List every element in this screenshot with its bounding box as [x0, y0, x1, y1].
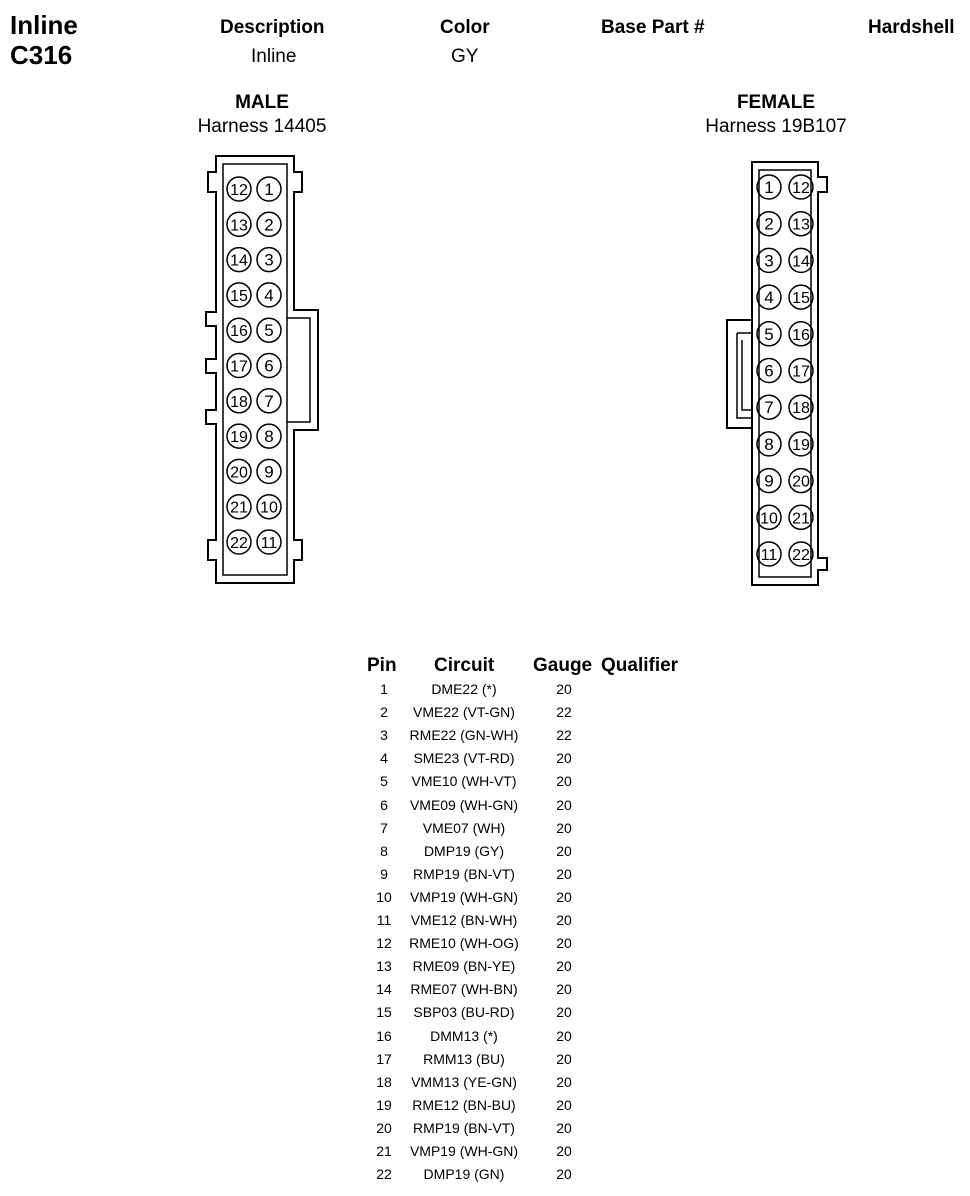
- cell-pin: 16: [376, 1027, 392, 1044]
- cell-circuit: DME22 (*): [431, 681, 497, 697]
- male-pin-17-label: 17: [230, 358, 248, 376]
- male-pin-14-label: 14: [230, 252, 248, 270]
- cell-circuit: DMP19 (GY): [423, 842, 505, 859]
- male-pin-12-label: 12: [230, 182, 248, 199]
- header-qualifier: Qualifier: [601, 655, 679, 676]
- male-pin-16-label: 16: [230, 323, 248, 341]
- female-pin-12-label: 12: [792, 180, 810, 197]
- color-label: Color: [440, 17, 490, 38]
- male-pin-21-label: 21: [230, 499, 248, 517]
- female-pin-grid: [757, 175, 813, 566]
- cell-gauge: 20: [556, 1027, 572, 1044]
- cell-pin: 11: [376, 912, 392, 928]
- cell-gauge: 20: [556, 958, 572, 975]
- cell-pin: 17: [376, 1050, 392, 1067]
- cell-gauge: 20: [556, 681, 572, 697]
- cell-gauge: 20: [556, 1004, 572, 1021]
- cell-pin: 5: [380, 773, 388, 790]
- cell-circuit: RME09 (BN-YE): [412, 958, 516, 975]
- cell-gauge: 20: [556, 1073, 572, 1090]
- female-pin-11-label: 11: [760, 547, 778, 564]
- cell-gauge: 20: [556, 842, 572, 859]
- cell-gauge: 20: [556, 1050, 572, 1067]
- male-pin-18-label: 18: [230, 393, 248, 411]
- cell-gauge: 22: [556, 704, 572, 721]
- male-pin-1-label: 1: [264, 180, 274, 199]
- hardshell-label: Hardshell: [868, 17, 955, 38]
- cell-pin: 2: [380, 704, 388, 721]
- female-pin-18-label: 18: [792, 400, 810, 418]
- female-pin-21-label: 21: [792, 510, 810, 528]
- cell-pin: 12: [376, 935, 392, 952]
- female-pin-22-label: 22: [792, 547, 810, 564]
- male-pin-10-label: 10: [260, 499, 278, 517]
- cell-circuit: RMM13 (BU): [423, 1050, 505, 1067]
- cell-gauge: 20: [556, 935, 572, 952]
- male-pin-15-label: 15: [230, 287, 248, 305]
- cell-circuit: SME23 (VT-RD): [413, 750, 515, 767]
- female-pin-14-label: 14: [792, 253, 810, 271]
- female-pin-2-label: 2: [764, 214, 774, 234]
- male-pin-6-label: 6: [264, 356, 274, 376]
- female-pin-10-label: 10: [760, 510, 778, 528]
- cell-pin: 8: [380, 842, 388, 859]
- female-pin-5-label: 5: [764, 324, 774, 344]
- female-pin-13-label: 13: [792, 216, 810, 234]
- female-harness: Harness 19B107: [705, 116, 847, 137]
- cell-pin: 21: [376, 1143, 392, 1159]
- cell-circuit: VMP19 (WH-GN): [409, 888, 519, 905]
- base-part-label: Base Part #: [601, 17, 705, 38]
- color-value: GY: [451, 46, 479, 67]
- cell-pin: 7: [380, 819, 388, 836]
- cell-pin: 13: [376, 958, 392, 975]
- description-label: Description: [220, 17, 325, 38]
- female-pin-7-label: 7: [764, 398, 774, 418]
- female-pin-8-label: 8: [764, 434, 774, 454]
- male-pin-9-label: 9: [264, 462, 274, 482]
- female-pin-6-label: 6: [764, 361, 774, 381]
- female-pin-16-label: 16: [792, 326, 810, 344]
- cell-gauge: 20: [556, 819, 572, 836]
- cell-gauge: 20: [556, 912, 572, 928]
- cell-pin: 18: [376, 1073, 392, 1090]
- cell-circuit: DMM13 (*): [430, 1027, 498, 1044]
- cell-circuit: RMP19 (BN-VT): [413, 1119, 515, 1136]
- male-pin-7-label: 7: [264, 391, 274, 411]
- header-pin: Pin: [367, 655, 397, 676]
- cell-circuit: RME12 (BN-BU): [412, 1096, 516, 1113]
- cell-circuit: VME12 (BN-WH): [410, 912, 518, 928]
- male-pin-20-label: 20: [230, 464, 248, 482]
- male-title: MALE: [235, 92, 289, 113]
- header-gauge: Gauge: [533, 655, 593, 676]
- female-pin-9-label: 9: [764, 471, 774, 491]
- cell-circuit: RME22 (GN-WH): [409, 727, 519, 744]
- female-pin-15-label: 15: [792, 290, 810, 308]
- male-pin-19-label: 19: [230, 429, 248, 447]
- cell-pin: 3: [380, 727, 388, 744]
- female-pin-3-label: 3: [764, 251, 774, 271]
- cell-pin: 14: [376, 981, 392, 998]
- female-title: FEMALE: [736, 92, 816, 113]
- cell-gauge: 20: [556, 888, 572, 905]
- female-pin-19-label: 19: [792, 436, 810, 454]
- male-pin-11-label: 11: [260, 535, 278, 552]
- header-circuit: Circuit: [434, 655, 495, 676]
- description-value: Inline: [251, 46, 297, 67]
- male-pin-2-label: 2: [264, 215, 274, 235]
- cell-circuit: VMM13 (YE-GN): [411, 1073, 517, 1090]
- cell-gauge: 20: [556, 796, 572, 813]
- cell-gauge: 20: [556, 1143, 572, 1159]
- cell-gauge: 22: [556, 727, 572, 744]
- connector-type: Inline: [10, 10, 78, 40]
- cell-pin: 22: [376, 1166, 392, 1183]
- cell-pin: 6: [380, 796, 388, 813]
- male-pin-3-label: 3: [264, 250, 274, 270]
- cell-pin: 20: [376, 1119, 392, 1136]
- cell-gauge: 20: [556, 981, 572, 998]
- cell-pin: 9: [380, 865, 388, 882]
- cell-circuit: RMP19 (BN-VT): [413, 865, 515, 882]
- cell-gauge: 20: [556, 1119, 572, 1136]
- cell-circuit: VME09 (WH-GN): [409, 796, 519, 813]
- male-harness: Harness 14405: [197, 116, 327, 137]
- male-pin-13-label: 13: [230, 217, 248, 235]
- cell-circuit: DMP19 (GN): [423, 1166, 505, 1183]
- female-pin-4-label: 4: [764, 288, 774, 308]
- cell-circuit: VMP19 (WH-GN): [409, 1143, 519, 1159]
- cell-pin: 4: [380, 750, 388, 767]
- cell-pin: 15: [376, 1004, 392, 1021]
- cell-gauge: 20: [556, 1166, 572, 1183]
- cell-pin: 10: [376, 888, 392, 905]
- cell-circuit: VME07 (WH): [422, 819, 506, 836]
- female-pin-20-label: 20: [792, 473, 810, 491]
- cell-pin: 19: [376, 1096, 392, 1113]
- cell-gauge: 20: [556, 865, 572, 882]
- male-pin-4-label: 4: [264, 285, 274, 305]
- cell-pin: 1: [380, 681, 388, 697]
- cell-circuit: RME10 (WH-OG): [409, 935, 519, 952]
- cell-gauge: 20: [556, 750, 572, 767]
- cell-circuit: VME22 (VT-GN): [413, 704, 515, 721]
- male-pin-22-label: 22: [230, 535, 248, 552]
- male-pin-8-label: 8: [264, 427, 274, 447]
- cell-circuit: SBP03 (BU-RD): [413, 1004, 515, 1021]
- cell-gauge: 20: [556, 1096, 572, 1113]
- male-pin-5-label: 5: [264, 321, 274, 341]
- cell-circuit: RME07 (WH-BN): [410, 981, 518, 998]
- cell-gauge: 20: [556, 773, 572, 790]
- connector-id: C316: [10, 40, 73, 70]
- female-pin-1-label: 1: [764, 178, 774, 197]
- cell-circuit: VME10 (WH-VT): [411, 773, 517, 790]
- female-pin-17-label: 17: [792, 363, 810, 381]
